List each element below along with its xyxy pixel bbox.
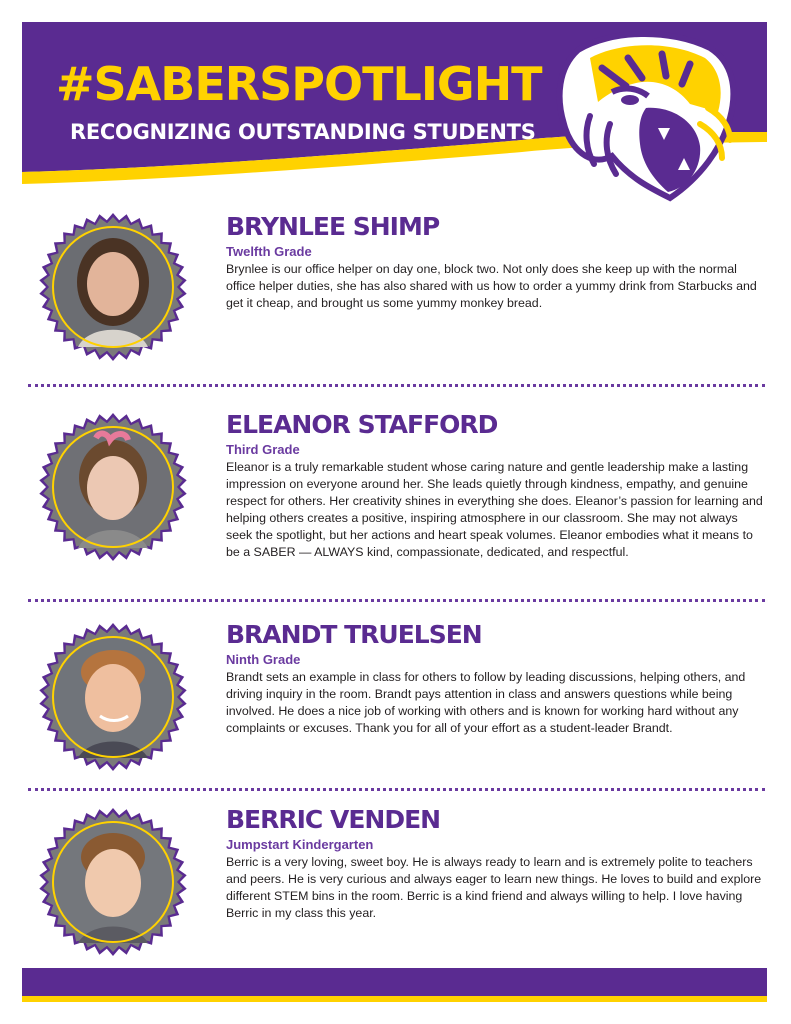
- student-name: BRYNLEE SHIMP: [226, 212, 440, 241]
- student-name: BRANDT TRUELSEN: [226, 620, 482, 649]
- student-grade: Twelfth Grade: [226, 244, 312, 259]
- section-divider: [28, 384, 765, 387]
- student-name: ELEANOR STAFFORD: [226, 410, 498, 439]
- section-divider: [28, 788, 765, 791]
- student-grade: Ninth Grade: [226, 652, 301, 667]
- page-subtitle: RECOGNIZING OUTSTANDING STUDENTS: [70, 120, 536, 144]
- footer-purple-band: [22, 968, 767, 996]
- footer-gold-band: [22, 996, 767, 1002]
- student-photo-badge: [38, 807, 188, 957]
- tiger-mascot-icon: [550, 28, 740, 208]
- footer-bar: [22, 968, 767, 1004]
- student-photo-badge: [38, 622, 188, 772]
- student-bio: Berric is a very loving, sweet boy. He is always ready to learn and is extremely polite to teachers and peers. He is very curious and always eager to learn new things. He loves to build and explore different STEM bins in the room. Berric is a kind friend and always willing to help. I love having Berric in my class this year.: [226, 855, 762, 920]
- student-bio: Brandt sets an example in class for others to follow by leading discussions, helping others, and driving inquiry in the room. Brandt pays attention in class and answers questions while being involved. He does a nice job of working with others and is known for working hard without any complaints or excuses. Thank you for all of your effort as a student-leader Brandt.: [226, 670, 746, 735]
- student-photo-badge: [38, 412, 188, 562]
- student-grade: Third Grade: [226, 442, 300, 457]
- section-divider: [28, 599, 765, 602]
- student-bio: Eleanor is a truly remarkable student whose caring nature and gentle leadership make a lasting impression on everyone around her. She leads quietly through kindness, empathy, and genuine respect for others. Her creativity shines in everything she does. Eleanor’s passion for learning and helping others creates a positive, inspiring atmosphere in our classroom. She may not always seek the spotlight, but her actions and heart speak volumes. Eleanor embodies what it means to be a SABER — ALWAYS kind, compassionate, dedicated, and respectful.: [226, 460, 763, 559]
- student-grade: Jumpstart Kindergarten: [226, 837, 374, 852]
- student-name: BERRIC VENDEN: [226, 805, 441, 834]
- page-title: #SABERSPOTLIGHT: [56, 57, 542, 111]
- student-bio: Brynlee is our office helper on day one, block two. Not only does she keep up with the normal office helper duties, she has also shared with us how to order a yummy drink from Starbucks and get it cheap, and brought us some yummy monkey bread.: [226, 262, 757, 310]
- student-photo-badge: [38, 212, 188, 362]
